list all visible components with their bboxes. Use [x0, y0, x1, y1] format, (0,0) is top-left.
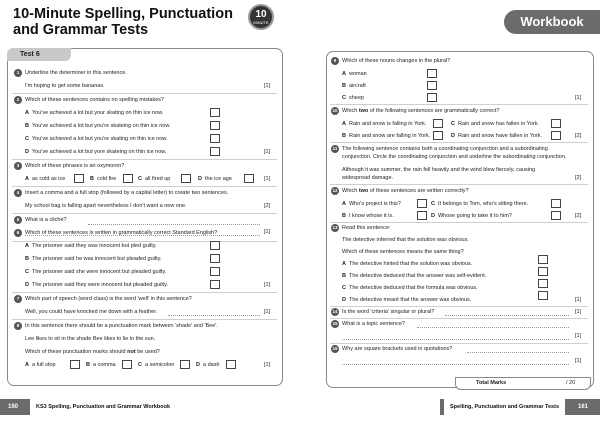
answer-checkbox[interactable]: [551, 131, 561, 140]
divider: [330, 184, 588, 185]
total-marks-box: [455, 377, 591, 390]
mark: [1]: [264, 229, 271, 235]
question-number: 5: [14, 216, 22, 224]
answer-checkbox[interactable]: [551, 119, 561, 128]
question-text: In this sentence there should be a punctuation mark between 'shade' and 'Bee'.: [25, 323, 218, 329]
answer-line[interactable]: [342, 364, 569, 365]
right-test-panel: [326, 51, 594, 388]
mark: [1]: [264, 176, 271, 182]
question-text: What is a cliché?: [25, 217, 67, 223]
question-sentence[interactable]: My school bag is falling apart nevertheless I don't want a new one.: [25, 203, 187, 209]
answer-checkbox[interactable]: [210, 147, 220, 156]
question-subtext: Which of these punctuation marks should not be used?: [25, 349, 160, 355]
answer-checkbox[interactable]: [122, 360, 132, 369]
left-test-panel: [7, 48, 283, 386]
mark: [1]: [575, 333, 582, 339]
divider: [12, 159, 277, 160]
option: A You've achieved a lot but your skating on thin ice now.: [25, 110, 164, 116]
answer-checkbox[interactable]: [244, 174, 254, 183]
question-sentence[interactable]: I'm hoping to get some bananas.: [25, 83, 105, 89]
question-text: Which of these nouns changes in the plural?: [342, 58, 451, 64]
total-marks-label: Total Marks: [476, 380, 507, 386]
answer-checkbox[interactable]: [538, 267, 548, 276]
divider: [12, 241, 277, 242]
option: A The detective hinted that the solution was obvious.: [342, 261, 473, 267]
workbook-tab: Workbook: [504, 10, 600, 34]
question-sentence: Lee likes to sit in the shade Bee likes to lie in the sun.: [25, 336, 156, 342]
mark: [1]: [264, 83, 271, 89]
question-text: The following sentence contains both a coordinating conjunction and a subordinating: [342, 146, 548, 152]
option: D Whose going to take it to him?: [431, 213, 512, 219]
left-footer-text: KS3 Spelling, Punctuation and Grammar Workbook: [30, 399, 176, 415]
option: D the ice age: [198, 176, 232, 182]
option: B The prisoner said he was innocent but pleaded guilty.: [25, 256, 162, 262]
question-number: 7: [14, 295, 22, 303]
question-number: 15: [332, 321, 338, 326]
question-number: 6: [14, 229, 22, 237]
answer-checkbox[interactable]: [70, 360, 80, 369]
answer-line[interactable]: [168, 315, 260, 316]
mark: [1]: [575, 95, 582, 101]
option: C sheep: [342, 95, 364, 101]
answer-checkbox[interactable]: [210, 254, 220, 263]
question-number: 16: [332, 346, 338, 351]
option: B The detective deduced that the answer was self-evident.: [342, 273, 487, 279]
divider: [330, 306, 588, 307]
mark: [1]: [264, 282, 271, 288]
question-sentence[interactable]: widespread damage.: [342, 175, 394, 181]
book-title-line2: and Grammar Tests: [13, 22, 149, 38]
question-number: 4: [14, 189, 22, 197]
question-sentence[interactable]: Although it was summer, the rain fell heavily and the wind blew fiercely, causing: [342, 167, 536, 173]
question-number: 1: [14, 69, 22, 77]
option: D Rain and snow have fallen in York.: [451, 133, 543, 139]
question-sentence: The detective inferred that the solution was obvious.: [342, 237, 469, 243]
answer-checkbox[interactable]: [210, 108, 220, 117]
mark: [2]: [575, 213, 582, 219]
answer-checkbox[interactable]: [417, 211, 427, 220]
answer-checkbox[interactable]: [538, 255, 548, 264]
answer-checkbox[interactable]: [181, 174, 191, 183]
answer-checkbox[interactable]: [551, 199, 561, 208]
question-number: 10: [332, 108, 338, 113]
mark: [1]: [575, 358, 582, 364]
answer-line[interactable]: [342, 339, 569, 340]
test-label: Test 6: [7, 48, 71, 61]
option: C The detective deduced that the formula was obvious.: [342, 285, 478, 291]
question-subtext: Which of these sentences means the same thing?: [342, 249, 464, 255]
option: D The detective meant that the answer was obvious.: [342, 297, 472, 303]
question-text: Which of these sentences contains no spelling mistakes?: [25, 97, 165, 103]
question-text: Which of these phrases is an oxymoron?: [25, 163, 125, 169]
question-number: 8: [14, 322, 22, 330]
mark: [1]: [575, 309, 582, 315]
divider: [12, 186, 277, 187]
answer-checkbox[interactable]: [538, 291, 548, 300]
divider: [330, 318, 588, 319]
option: A as cold as ice: [25, 176, 66, 182]
right-footer-text: Spelling, Punctuation and Grammar Tests: [444, 399, 565, 415]
option: B Rain and snow are falling in York.: [342, 133, 431, 139]
answer-checkbox[interactable]: [433, 131, 443, 140]
question-text: Is the word 'criteria' singular or plural?: [342, 309, 435, 315]
answer-checkbox[interactable]: [551, 211, 561, 220]
ten-minute-logo: 10 MINUTE: [248, 4, 274, 30]
question-text: Insert a comma and a full stop (followed by a capital letter) to create two sentences.: [25, 190, 229, 196]
option: A The prisoner said they was innocent but pled guilty.: [25, 243, 157, 249]
question-text: Why are square brackets used in quotations?: [342, 346, 453, 352]
question-text: Which of these sentences is written in grammatically correct Standard English?: [25, 230, 218, 236]
answer-line[interactable]: [445, 315, 569, 316]
answer-checkbox[interactable]: [427, 81, 437, 90]
question-number: 13: [332, 225, 338, 230]
divider: [12, 292, 277, 293]
question-text: Which two of the following sentences are grammatically correct?: [342, 108, 500, 114]
answer-checkbox[interactable]: [123, 174, 133, 183]
mark: [2]: [264, 203, 271, 209]
mark: [1]: [264, 362, 271, 368]
divider: [330, 142, 588, 143]
answer-checkbox[interactable]: [417, 199, 427, 208]
question-number: 2: [14, 96, 22, 104]
right-page-number: 161: [578, 404, 589, 410]
book-title-line1: 10-Minute Spelling, Punctuation: [13, 6, 233, 22]
option: C You've achieved a lot but you're skating on thin ice now.: [25, 136, 168, 142]
question-number: 12: [332, 188, 338, 193]
answer-checkbox[interactable]: [433, 119, 443, 128]
answer-checkbox[interactable]: [427, 69, 437, 78]
option: C a semicolon: [138, 362, 175, 368]
divider: [12, 319, 277, 320]
question-text: Which two of these sentences are written correctly?: [342, 188, 469, 194]
answer-checkbox[interactable]: [210, 134, 220, 143]
answer-line[interactable]: [467, 352, 569, 353]
option: B aircraft: [342, 83, 366, 89]
question-sentence: Well, you could have knocked me down with a feather.: [25, 309, 158, 315]
question-number: 14: [332, 309, 338, 314]
option: C It belongs to Tom, who's sitting there.: [431, 201, 529, 207]
answer-checkbox[interactable]: [210, 121, 220, 130]
mark: [2]: [575, 133, 582, 139]
total-marks-value: / 20: [566, 380, 576, 386]
question-number: 9: [331, 57, 339, 65]
answer-checkbox[interactable]: [74, 174, 84, 183]
left-page-number: 160: [8, 404, 19, 410]
option: D a dash: [196, 362, 220, 368]
question-text: conjunction. Circle the coordinating conjunction and underline the subordinating conjunction.: [342, 154, 567, 160]
divider: [12, 213, 277, 214]
question-number: 11: [332, 146, 338, 151]
answer-checkbox[interactable]: [210, 241, 220, 250]
option: A Who's project is this?: [342, 201, 401, 207]
question-text: Read this sentence:: [342, 225, 391, 231]
option: D You've achieved a lot but yore skateing on thin ice now.: [25, 149, 167, 155]
divider: [330, 104, 588, 105]
option: D The prisoner said they were innocent but pleaded guilty.: [25, 282, 168, 288]
mark: [1]: [575, 297, 582, 303]
option: B a comma: [86, 362, 116, 368]
mark: [1]: [264, 309, 271, 315]
option: A Rain and snow is falling in York.: [342, 121, 427, 127]
question-text: What is a topic sentence?: [342, 321, 405, 327]
mark: [2]: [575, 175, 582, 181]
option: B You've achieved a lot but you're skateing on thin ice now.: [25, 123, 171, 129]
option: B I know whose it is.: [342, 213, 394, 219]
divider: [330, 343, 588, 344]
book-title: [13, 6, 233, 38]
question-number: 3: [14, 162, 22, 170]
divider: [330, 222, 588, 223]
answer-checkbox[interactable]: [427, 93, 437, 102]
answer-checkbox[interactable]: [226, 360, 236, 369]
option: A woman: [342, 71, 367, 77]
divider: [12, 93, 277, 94]
answer-checkbox[interactable]: [210, 267, 220, 276]
option: C The prisoner said she were innocent but pleaded guilty.: [25, 269, 167, 275]
answer-checkbox[interactable]: [180, 360, 190, 369]
question-text: Underline the determiner in this sentence.: [25, 70, 127, 76]
option: B cold fire: [90, 176, 117, 182]
question-text: Which part of speech (word class) is the word 'well' in this sentence?: [25, 296, 192, 302]
answer-line[interactable]: [417, 327, 569, 328]
answer-checkbox[interactable]: [538, 279, 548, 288]
option: C all fired up: [138, 176, 171, 182]
answer-checkbox[interactable]: [210, 280, 220, 289]
answer-line[interactable]: [88, 224, 260, 225]
option: A a full stop: [25, 362, 56, 368]
option: C Rain and snow has fallen in York.: [451, 121, 540, 127]
mark: [1]: [264, 149, 271, 155]
